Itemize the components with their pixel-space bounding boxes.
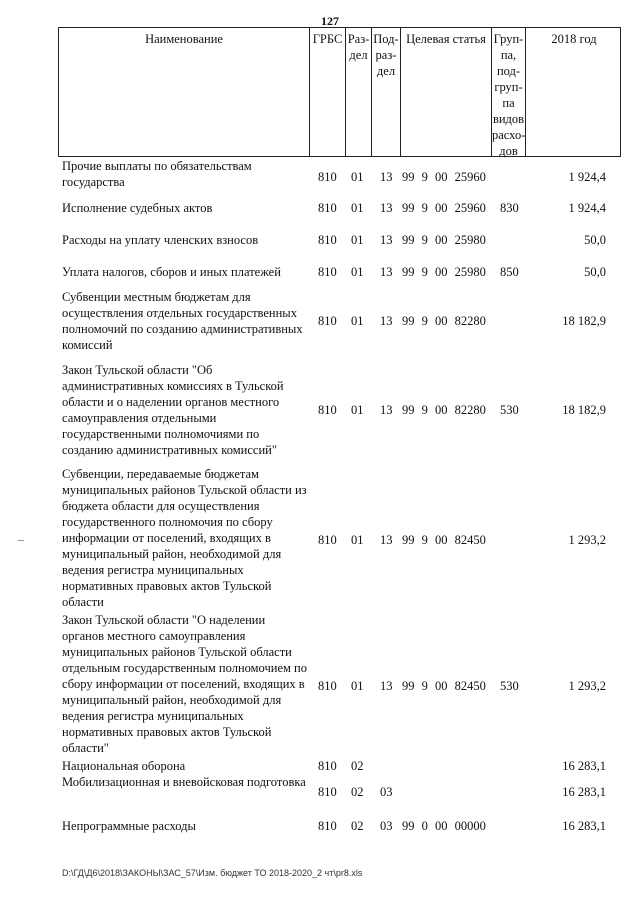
row-name: Мобилизационная и вневойсковая подготовка <box>62 775 306 789</box>
row-amount: 16 283,1 <box>562 759 606 773</box>
row-podrazdel: 13 <box>380 201 393 215</box>
row-amount: 50,0 <box>584 233 606 247</box>
row-grbs: 810 <box>318 759 337 773</box>
row-name: Уплата налогов, сборов и иных платежей <box>62 265 281 279</box>
row-grbs: 810 <box>318 201 337 215</box>
row-amount: 1 293,2 <box>568 679 606 693</box>
row-target-article: 99 9 00 82280 <box>402 403 486 417</box>
row-razdel: 01 <box>351 314 364 328</box>
row-target-article: 99 9 00 25960 <box>402 201 486 215</box>
row-razdel: 01 <box>351 679 364 693</box>
row-name: Субвенции местным бюджетам для осуществления отдельных государственных полномочий по созданию административных комиссий <box>62 290 303 352</box>
row-amount: 1 924,4 <box>568 170 606 184</box>
row-grbs: 810 <box>318 819 337 833</box>
row-razdel: 01 <box>351 265 364 279</box>
row-amount: 1 924,4 <box>568 201 606 215</box>
row-podrazdel: 13 <box>380 265 393 279</box>
row-expense-group: 530 <box>500 403 519 417</box>
row-amount: 50,0 <box>584 265 606 279</box>
row-name: Субвенции, передаваемые бюджетам муниципальных районов Тульской области из бюджета области для осуществления государственного полномочия по сбору информации от поселений, входящих в муниципальный район, необходимой для ведения регистра муниципальных нормативных правовых актов Тульской области <box>62 467 307 609</box>
row-grbs: 810 <box>318 233 337 247</box>
header-name: Наименование <box>59 28 310 156</box>
row-razdel: 02 <box>351 759 364 773</box>
row-amount: 16 283,1 <box>562 785 606 799</box>
row-podrazdel: 13 <box>380 679 393 693</box>
row-razdel: 02 <box>351 819 364 833</box>
row-amount: 1 293,2 <box>568 533 606 547</box>
row-podrazdel: 13 <box>380 170 393 184</box>
row-name: Расходы на уплату членских взносов <box>62 233 259 247</box>
row-target-article: 99 9 00 25980 <box>402 233 486 247</box>
row-target-article: 99 9 00 82280 <box>402 314 486 328</box>
row-razdel: 02 <box>351 785 364 799</box>
row-grbs: 810 <box>318 314 337 328</box>
row-grbs: 810 <box>318 170 337 184</box>
row-name: Прочие выплаты по обязательствам государства <box>62 159 252 189</box>
row-grbs: 810 <box>318 533 337 547</box>
row-grbs: 810 <box>318 403 337 417</box>
header-year-2018: 2018 год <box>551 32 597 46</box>
row-target-article: 99 9 00 82450 <box>402 533 486 547</box>
header-grbs: ГРБС <box>310 28 346 156</box>
row-podrazdel: 13 <box>380 403 393 417</box>
row-name: Закон Тульской области "Об административных комиссиях в Тульской области и о наделении органов местного самоуправления отдельными государственными полномочиями по созданию административных комиссий" <box>62 363 284 457</box>
row-amount: 18 182,9 <box>562 314 606 328</box>
header-podrazdel: Под- раз- дел <box>372 28 401 156</box>
file-path-footer: D:\ГД\Д6\2018\ЗАКОНЫ\ЗАС_57\Изм. бюджет ТО 2018-2020_2 чт\pr8.xls <box>62 868 363 878</box>
row-target-article: 99 9 00 25960 <box>402 170 486 184</box>
row-name: Исполнение судебных актов <box>62 201 213 215</box>
header-expense-group: Груп- па, под- груп- па видов расхо- дов <box>492 28 526 156</box>
row-expense-group: 830 <box>500 201 519 215</box>
header-razdel: Раз- дел <box>346 28 372 156</box>
row-podrazdel: 13 <box>380 533 393 547</box>
row-razdel: 01 <box>351 233 364 247</box>
row-podrazdel: 13 <box>380 233 393 247</box>
row-amount: 18 182,9 <box>562 403 606 417</box>
row-razdel: 01 <box>351 170 364 184</box>
row-grbs: 810 <box>318 265 337 279</box>
row-razdel: 01 <box>351 403 364 417</box>
row-target-article: 99 9 00 82450 <box>402 679 486 693</box>
margin-mark <box>18 540 24 541</box>
row-target-article: 99 9 00 25980 <box>402 265 486 279</box>
row-name: Непрограммные расходы <box>62 819 196 833</box>
header-target-article: Целевая статья <box>401 28 492 156</box>
table-header <box>58 27 621 157</box>
row-grbs: 810 <box>318 679 337 693</box>
row-target-article: 99 0 00 00000 <box>402 819 486 833</box>
row-podrazdel: 13 <box>380 314 393 328</box>
row-podrazdel: 03 <box>380 819 393 833</box>
page-number: 127 <box>321 14 339 28</box>
row-amount: 16 283,1 <box>562 819 606 833</box>
row-expense-group: 850 <box>500 265 519 279</box>
row-expense-group: 530 <box>500 679 519 693</box>
row-podrazdel: 03 <box>380 785 393 799</box>
row-name: Закон Тульской области "О наделении органов местного самоуправления муниципальных районов Тульской области отдельным государственным полномочием по сбору информации от поселений, входящих в муниципальный район, необходимой для ведения регистра муниципальных нормативных правовых актов Тульской области" <box>62 613 307 755</box>
row-razdel: 01 <box>351 201 364 215</box>
row-grbs: 810 <box>318 785 337 799</box>
row-name: Национальная оборона <box>62 759 186 773</box>
row-razdel: 01 <box>351 533 364 547</box>
